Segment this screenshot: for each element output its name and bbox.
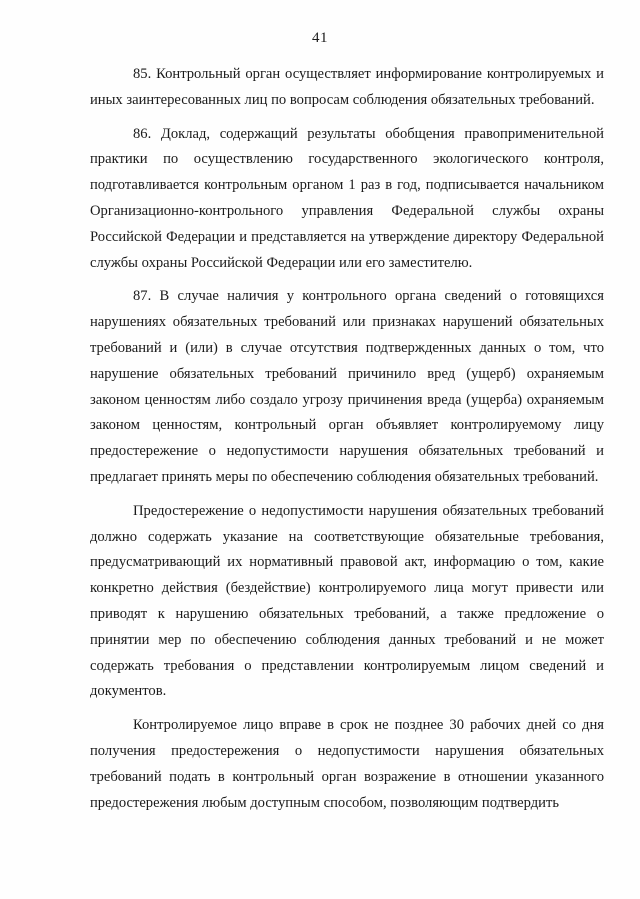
document-body — [90, 62, 604, 816]
paragraph-87: 87. В случае наличия у контрольного органа сведений о готовящихся нарушениях обязательных требований или признаках нарушений обязательных требований и (или) в случае отсутствия подтвержденных данных о том, что нарушение обязательных требований причинило вред (ущерб) охраняемым законом ценностям либо создало угрозу причинения вреда (ущерба) охраняемым законом ценностям, контрольный орган объявляет контролируемому лицу предостережение о недопустимости нарушения обязательных требований и предлагает принять меры по обеспечению соблюдения обязательных требований. — [90, 288, 604, 485]
page-number: 41 — [312, 30, 328, 46]
paragraph-85: 85. Контрольный орган осуществляет информирование контролируемых и иных заинтересованных лиц по вопросам соблюдения обязательных требований. — [90, 66, 604, 108]
paragraph-warning-content: Предостережение о недопустимости нарушения обязательных требований должно содержать указание на соответствующие обязательные требования, предусматривающий их нормативный правовой акт, информацию о том, какие конкретно действия (бездействие) контролируемого лица могут привести или приводят к нарушению обязательных требований, а также предложение о принятии мер по обеспечению соблюдения данных требований и не может содержать требования о представлении контролируемым лицом сведений и документов. — [90, 502, 604, 700]
paragraph-86: 86. Доклад, содержащий результаты обобщения правоприменительной практики по осуществлению государственного экологического контроля, подготавливается контрольным органом 1 раз в год, подписывается начальником Организационно-контрольного управления Федеральной службы охраны Российской Федерации и представляется на утверждение директору Федеральной службы охраны Российской Федерации или его заместителю. — [90, 125, 604, 271]
paragraph-objection: Контролируемое лицо вправе в срок не позднее 30 рабочих дней со дня получения предостережения о недопустимости нарушения обязательных требований подать в контрольный орган возражение в отношении указанного предостережения любым доступным способом, позволяющим подтвердить — [90, 717, 604, 811]
